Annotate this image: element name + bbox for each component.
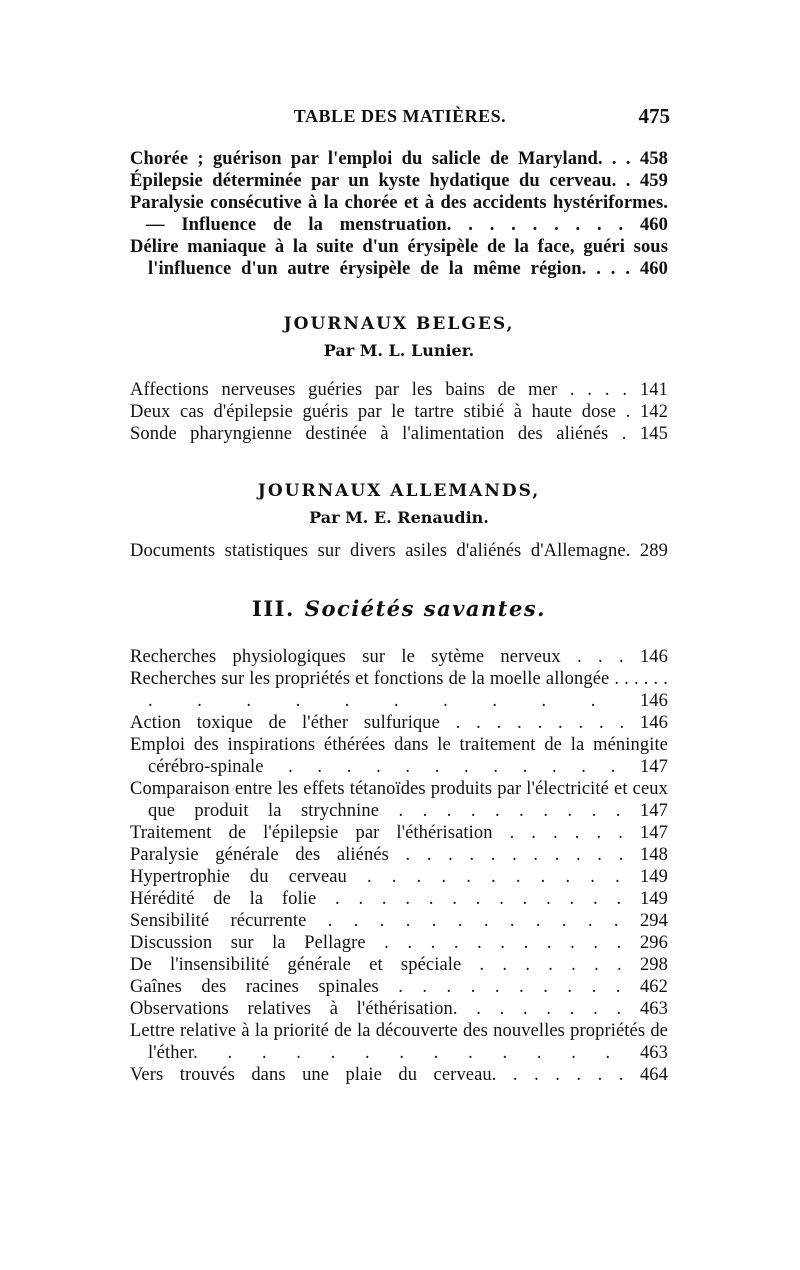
toc-entry: Hérédité de la folie . . . . . . . . . . . . . 149 <box>130 889 668 909</box>
toc-entry: Délire maniaque à la suite d'un érysipèle de la face, guéri sous l'influence d'un autre érysipèle de la même région. . . . 460 <box>130 237 668 279</box>
part3-entries <box>130 646 668 1086</box>
journal-author: Par M. E. Renaudin. <box>309 508 489 527</box>
journal-title: JOURNAUX BELGES, <box>283 314 515 334</box>
toc-entry: Documents statistiques sur divers asiles d'aliénés d'Allemagne. 289 <box>130 541 668 561</box>
toc-entry: Hypertrophie du cerveau . . . . . . . . . . . 149 <box>130 867 668 887</box>
part-title: Sociétés savantes. <box>304 596 546 621</box>
toc-entry: Recherches sur les propriétés et fonctions de la moelle allongée . . . . . . . . . . . . . . . . 146 <box>130 669 668 711</box>
section1-entries <box>130 148 668 280</box>
toc-entry: Chorée ; guérison par l'emploi du salicle de Maryland. . . 458 <box>130 149 668 169</box>
toc-entry: Observations relatives à l'éthérisation. . . . . . . . 463 <box>130 999 668 1019</box>
toc-entry: Affections nerveuses guéries par les bains de mer . . . . 141 <box>130 380 668 400</box>
toc-entry: Traitement de l'épilepsie par l'éthérisation . . . . . . 147 <box>130 823 668 843</box>
part-heading <box>130 596 668 621</box>
journal-title: JOURNAUX ALLEMANDS, <box>257 481 541 501</box>
toc-entry: Lettre relative à la priorité de la découverte des nouvelles propriétés de l'éther. . . . . . . . . . . . . 463 <box>130 1021 669 1063</box>
toc-entry: Action toxique de l'éther sulfurique . . . . . . . . . 146 <box>130 713 668 733</box>
toc-entry: Discussion sur la Pellagre . . . . . . . . . . . 296 <box>130 933 668 953</box>
toc-entry: Paralysie consécutive à la chorée et à des accidents hystériformes. <box>130 193 668 213</box>
running-title: TABLE DES MATIÈRES. <box>293 106 507 126</box>
toc-entry: Deux cas d'épilepsie guéris par le tartre stibié à haute dose . 142 <box>130 402 668 422</box>
journaux-belges-entries <box>130 379 668 445</box>
journaux-allemands-entries <box>130 540 668 562</box>
toc-entry: Recherches physiologiques sur le sytème nerveux . . . 146 <box>130 647 668 667</box>
toc-entry: Épilepsie déterminée par un kyste hydatique du cerveau. . 459 <box>130 171 668 191</box>
running-head <box>130 106 670 136</box>
toc-entry: Gaînes des racines spinales . . . . . . . . . . 462 <box>130 977 668 997</box>
toc-entry: Sonde pharyngienne destinée à l'alimentation des aliénés . 145 <box>130 424 668 444</box>
toc-entry: Emploi des inspirations éthérées dans le traitement de la méningite cérébro-spinale . . . . . . . . . . . . 147 <box>130 735 668 777</box>
page-number: 475 <box>638 104 670 128</box>
toc-entry: Paralysie générale des aliénés . . . . . . . . . . . 148 <box>130 845 668 865</box>
journal-author: Par M. L. Lunier. <box>323 341 475 360</box>
toc-entry: Comparaison entre les effets tétanoïdes produits par l'électricité et ceux que produit la strychnine . . . . . . . . . . 147 <box>130 779 668 821</box>
journaux-allemands-heading <box>130 481 668 527</box>
toc-entry: — Influence de la menstruation. . . . . . . . . 460 <box>146 215 669 235</box>
toc-entry: De l'insensibilité générale et spéciale . . . . . . . 298 <box>130 955 668 975</box>
part-numeral: III. <box>252 596 295 621</box>
journaux-belges-heading <box>130 314 668 360</box>
toc-entry: Sensibilité récurrente . . . . . . . . . . . . 294 <box>130 911 668 931</box>
toc-entry: Vers trouvés dans une plaie du cerveau. . . . . . . 464 <box>130 1065 668 1085</box>
